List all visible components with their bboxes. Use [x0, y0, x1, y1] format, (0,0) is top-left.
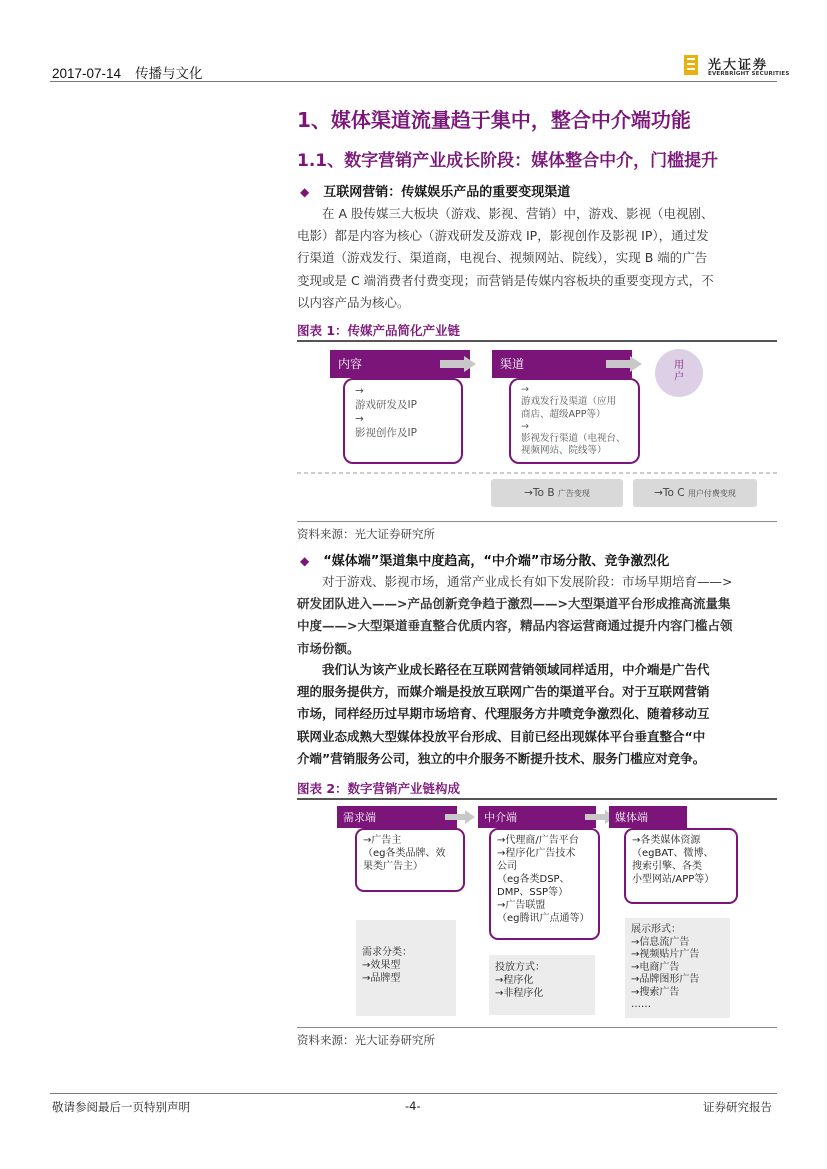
report-date: 2017-07-14 [52, 66, 122, 81]
figure-2-demand-note: 需求分类： →效果型 →品牌型 [356, 920, 456, 1016]
footer-rule [50, 1093, 777, 1094]
logo-icon [684, 55, 698, 75]
bullet-text: “媒体端”渠道集中度趋高，“中介端”市场分散、竞争激烈化 [323, 554, 670, 569]
footer-report-type: 证券研究报告 [703, 1100, 772, 1114]
section-heading: 1、媒体渠道流量趋于集中，整合中介端功能 [297, 108, 691, 132]
arrow-right-icon [445, 810, 475, 824]
arrow-right-icon [606, 356, 642, 372]
bullet-heading-2 [300, 550, 669, 569]
figure-2-intermediary-note: 投放方式： →程序化 →非程序化 [489, 955, 595, 1015]
logo-text-en: EVERBRIGHT SECURITIES [708, 71, 790, 77]
figure-1-content-box: → 游戏研发及IP → 影视创作及IP [343, 378, 463, 464]
figure-2-intermediary-box: →代理商/广告平台 →程序化广告技术 公司 （eg各类DSP、 DMP、SSP等） →广告联盟 （eg腾讯广点通等） [489, 828, 600, 940]
header-rule [50, 81, 777, 82]
figure-1-toc-box: →To C 用户付费变现 [633, 479, 757, 507]
figure-1-tob-box: →To B 广告变现 [491, 479, 623, 507]
page-number: -4- [405, 1099, 421, 1113]
figure-1-bottom-rule [297, 521, 777, 522]
paragraph-2: 对于游戏、影视市场，通常产业成长有如下发展阶段：市场早期培育——> 研发团队进入——>产品创新竞争趋于激烈——>大型渠道平台形成推高流量集 中度——>大型渠道垂直整合优质内容，精品内容运营商通过提升内容门槛占领 市场份额。 [297, 574, 733, 656]
report-sector: 传播与文化 [135, 66, 203, 81]
diamond-bullet-icon: ◆ [300, 185, 310, 199]
footer-disclaimer: 敬请参阅最后一页特别声明 [52, 1100, 190, 1114]
figure-2-top-rule [297, 798, 777, 800]
arrow-right-icon [440, 356, 476, 372]
figure-1-content-head: 内容 [330, 350, 470, 378]
figure-2-demand-box: →广告主 （eg各类品牌、效 果类广告主） [355, 828, 465, 892]
figure-2-media-head: 媒体端 [609, 806, 687, 828]
bullet-heading-1 [300, 181, 570, 200]
figure-2-title: 图表 2：数字营销产业链构成 [297, 781, 461, 796]
figure-2-source: 资料来源：光大证券研究所 [297, 1033, 435, 1047]
paragraph-1: 在 A 股传媒三大板块（游戏、影视、营销）中，游戏、影视（电视剧、 电影）都是内容为核心（游戏研发及游戏 IP，影视创作及影视 IP），通过发 行渠道（游戏发行、渠道商，电视台、视频网站、院线），实现 B 端的广告 变现或是 C 端消费者付费变现；而营销是传媒内容板块的重要变现方式，不 以内容产品为核心。 [297, 206, 714, 310]
diamond-bullet-icon: ◆ [300, 554, 310, 568]
figure-1-title: 图表 1：传媒产品简化产业链 [297, 323, 461, 338]
figure-1-channel-box: → 游戏发行及渠道（应用 商店、超级APP等） → 影视发行渠道（电视台、 视频网站、院线等） [509, 378, 640, 464]
figure-1-user-circle: 用 户 [655, 349, 703, 397]
figure-2-media-box: →各类媒体资源 （egBAT、微博、 搜索引擎、各类 小型网站/APP等） [624, 828, 738, 904]
subsection-heading: 1.1、数字营销产业成长阶段：媒体整合中介，门槛提升 [297, 151, 719, 171]
figure-2-bottom-rule [297, 1027, 777, 1028]
figure-1-dashed-divider [297, 472, 777, 474]
figure-1-top-rule [297, 340, 777, 342]
figure-2-intermediary-head: 中介端 [478, 806, 596, 828]
paragraph-3: 我们认为该产业成长路径在互联网营销领域同样适用，中介端是广告代 理的服务提供方，而媒介端是投放互联网广告的渠道平台。对于互联网营销 市场，同样经历过早期市场培育、代理服务方井喷竞争激烈化、随着移动互 联网业态成熟大型媒体投放平台形成、目前已经出现媒体平台垂直整合“中 介端”营销服务公司，独立的中介服务不断提升技术、服务门槛应对竞争。 [297, 662, 710, 766]
header-date-section [52, 62, 203, 82]
figure-2-demand-head: 需求端 [337, 806, 457, 828]
figure-1-source: 资料来源：光大证券研究所 [297, 527, 435, 541]
figure-1-channel-head: 渠道 [492, 350, 632, 378]
bullet-text: 互联网营销：传媒娱乐产品的重要变现渠道 [323, 185, 571, 200]
logo-text-cn: 光大证券 [708, 58, 769, 73]
figure-2-media-note: 展示形式： →信息流广告 →视频贴片广告 →电商广告 →品牌图形广告 →搜索广告 …… [625, 918, 730, 1018]
